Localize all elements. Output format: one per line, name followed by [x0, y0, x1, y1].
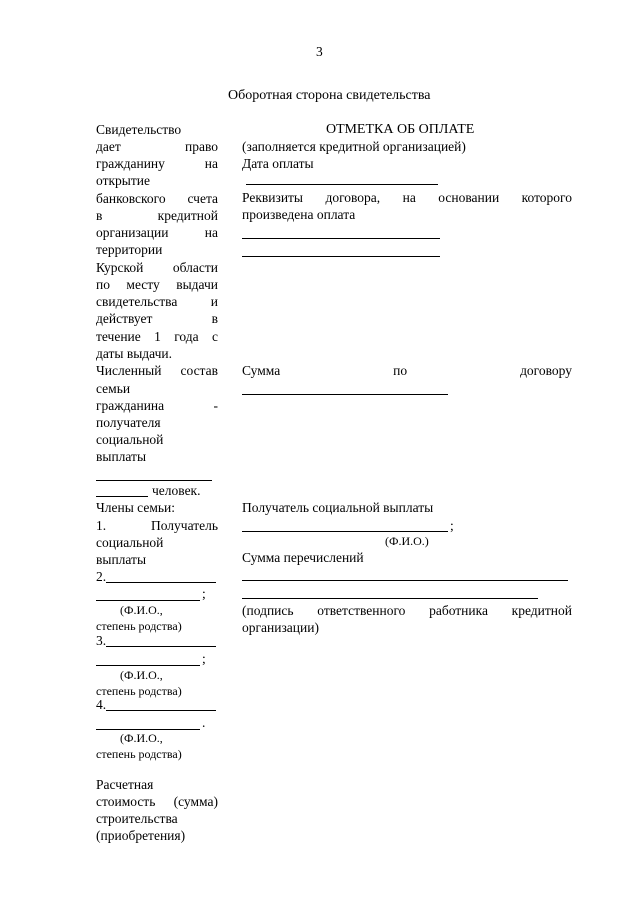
member-3-fio-hint: (Ф.И.О., [120, 668, 163, 682]
signature-hint-line: (подпись ответственного работника кредитной [242, 603, 572, 618]
member-3-semicolon: ; [202, 651, 206, 666]
member-1-line: выплаты [96, 552, 147, 567]
cost-line: стоимость (сумма) [96, 794, 218, 809]
certificate-text-line: в кредитной [96, 208, 218, 223]
certificate-text-line: гражданину на [96, 156, 218, 171]
family-size-line: выплаты [96, 449, 147, 464]
contract-details-line: Реквизиты договора, на основании которого [242, 190, 572, 205]
cost-line: строительства [96, 811, 178, 826]
cost-line: (приобретения) [96, 828, 186, 843]
recipient-fio-hint: (Ф.И.О.) [385, 534, 429, 548]
contract-sum-blank[interactable] [242, 394, 448, 395]
certificate-text-line: Свидетельство [96, 122, 182, 137]
member-2-kin-hint: степень родства) [96, 619, 182, 633]
contract-details-line: произведена оплата [242, 207, 356, 222]
recipient-semicolon: ; [450, 518, 454, 533]
transfer-sum-blank[interactable] [242, 580, 568, 581]
member-3-kin-hint: степень родства) [96, 684, 182, 698]
family-size-line: Численный состав [96, 363, 218, 378]
member-4-kin-hint: степень родства) [96, 747, 182, 761]
member-3-blank[interactable] [96, 665, 200, 666]
cost-line: Расчетная [96, 777, 154, 792]
member-4-fio-hint: (Ф.И.О., [120, 731, 163, 745]
certificate-text-line: дает право [96, 139, 218, 154]
certificate-text-line: по месту выдачи [96, 277, 218, 292]
signature-blank[interactable] [242, 598, 538, 599]
contract-details-blank[interactable] [242, 238, 440, 239]
member-3-number: 3. [96, 633, 107, 648]
member-2-blank[interactable] [106, 582, 216, 583]
member-1-line: 1. Получатель [96, 518, 218, 533]
certificate-text-line: организации на [96, 225, 218, 240]
page-title: Оборотная сторона свидетельства [228, 88, 431, 103]
transfer-sum-label: Сумма перечислений [242, 550, 364, 565]
contract-details-blank[interactable] [242, 256, 440, 257]
payment-mark-title: ОТМЕТКА ОБ ОПЛАТЕ [326, 122, 475, 137]
member-3-blank[interactable] [106, 646, 216, 647]
member-4-blank[interactable] [96, 729, 200, 730]
payment-mark-subtitle: (заполняется кредитной организацией) [242, 139, 466, 154]
contract-sum-label: Сумма по договору [242, 363, 572, 378]
member-4-number: 4. [96, 697, 107, 712]
payment-date-label: Дата оплаты [242, 156, 314, 171]
certificate-text-line: даты выдачи. [96, 346, 173, 361]
certificate-text-line: банковского счета [96, 191, 218, 206]
family-size-line: социальной [96, 432, 164, 447]
family-size-line: гражданина - [96, 398, 218, 413]
family-size-line: получателя [96, 415, 161, 430]
member-2-semicolon: ; [202, 586, 206, 601]
certificate-text-line: Курской области [96, 260, 218, 275]
payment-date-blank[interactable] [246, 184, 438, 185]
member-4-dot: . [202, 715, 206, 730]
family-count-blank[interactable] [96, 496, 148, 497]
member-1-line: социальной [96, 535, 164, 550]
persons-label: человек. [152, 483, 201, 498]
certificate-text-line: действует в [96, 311, 218, 326]
family-size-line: семьи [96, 381, 131, 396]
family-size-blank[interactable] [96, 480, 212, 481]
member-2-blank[interactable] [96, 600, 200, 601]
signature-hint-line: организации) [242, 620, 319, 635]
member-2-number: 2. [96, 569, 107, 584]
certificate-text-line: течение 1 года с [96, 329, 218, 344]
recipient-label: Получатель социальной выплаты [242, 500, 434, 515]
family-members-label: Члены семьи: [96, 500, 175, 515]
certificate-text-line: открытие [96, 173, 150, 188]
member-2-fio-hint: (Ф.И.О., [120, 603, 163, 617]
member-4-blank[interactable] [106, 710, 216, 711]
certificate-text-line: свидетельства и [96, 294, 218, 309]
recipient-blank[interactable] [242, 531, 448, 532]
page-number: 3 [316, 44, 323, 59]
certificate-text-line: территории [96, 242, 163, 257]
